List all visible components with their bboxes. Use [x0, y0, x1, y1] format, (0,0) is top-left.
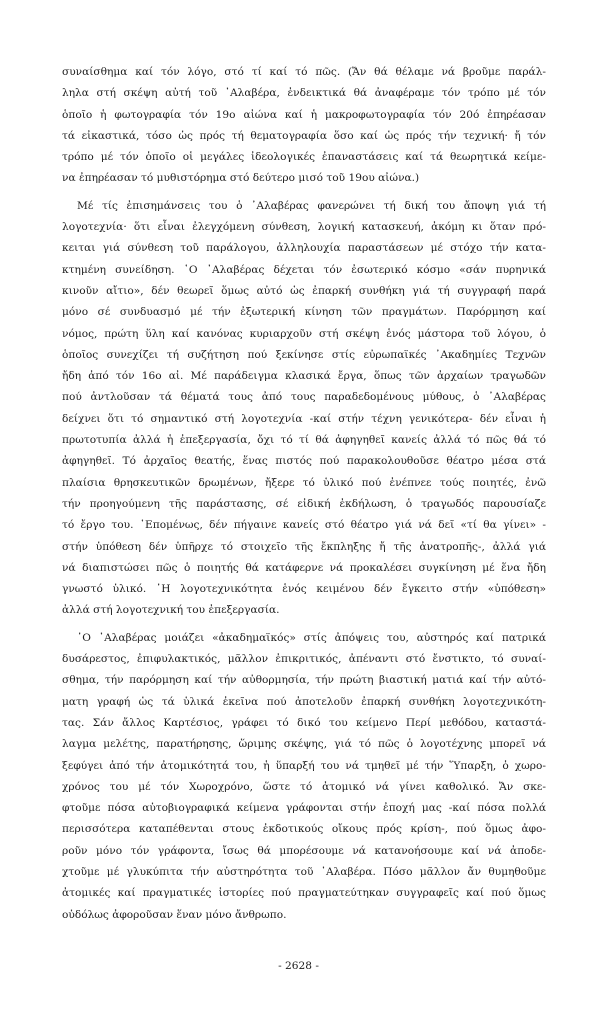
text-line: φτοῦμε πόσα αὐτοβιογραφικά κείμενα γράφονται στήν ἐποχή μας -καί πόσα πολλά — [62, 802, 546, 815]
text-line: τήν προηγούμενη τῆς παράστασης, σέ εἰδική ἐκδήλωση, ὁ τραγωδός παρουσίαζε — [62, 497, 546, 510]
text-line: πρωτοτυπία ἀλλά ἡ ἐπεξεργασία, ὄχι τό τί θά ἀφηγηθεῖ κανείς ἀλλά τό πῶς θά τό — [62, 434, 546, 447]
text-line: ὁποῖος συνεχίζει τή συζήτηση πού ξεκίνησε στίς εὐρωπαϊκές ᾿Ακαδημίες Τεχνῶν — [62, 348, 546, 361]
text-line: ῾Ο ᾿Αλαβέρας μοιάζει «ἀκαδημαϊκός» στίς ἀπόψεις του, αὐστηρός καί πατρικά — [77, 631, 546, 644]
text-line: νά διαπιστώσει πῶς ὁ ποιητής θά κατάφερνε νά προκαλέσει συγκίνηση μέ ἕνα ἤδη — [62, 561, 546, 574]
text-line: ματη γραφή ὡς τά ὑλικά ἐκεῖνα πού ἀποτελοῦν ἐπαρκή συνθήκη λογοτεχνικότη- — [62, 695, 546, 708]
paragraph-1 — [62, 62, 546, 190]
paragraph-3 — [62, 628, 546, 926]
text-line: να ἐπηρέασαν τό μυθιστόρημα στό δεύτερο μισό τοῦ 19ου αἰώνα.) — [62, 172, 420, 185]
text-line: ξεφύγει ἀπό τήν ἀτομικότητά του, ἡ ὕπαρξή του νά τμηθεῖ μέ τήν Ὕπαρξη, ὁ χωρο- — [62, 759, 546, 772]
text-line: περισσότερα καταπέθενται στους ἐκδοτικούς οἴκους πρός κρίση-, πού ὅμως ἀφο- — [62, 823, 546, 836]
text-line: νόμος, πρώτη ὕλη καί κανόνας κυριαρχοῦν στή σκέψη ἑνός μάστορα τοῦ λόγου, ὁ — [62, 327, 546, 340]
text-line: Μέ τίς ἐπισημάνσεις του ὁ ᾿Αλαβέρας φανερώνει τή δική του ἄποψη γιά τή — [77, 199, 546, 212]
page-number: - 2628 - — [278, 960, 319, 972]
text-line: ἀφηγηθεῖ. Τό ἀρχαῖος θεατής, ἕνας πιστός πού παρακολουθοῦσε θέατρο μέσα στά — [62, 455, 546, 468]
text-line: συναίσθημα καί τόν λόγο, στό τί καί τό πῶς. (Ἄν θά θέλαμε νά βροῦμε παράλ- — [62, 66, 546, 78]
text-line: λαγμα μελέτης, παρατήρησης, ὥριμης σκέψης, γιά τό πῶς ὁ λογοτέχνης μπορεῖ νά — [62, 738, 546, 751]
text-line: ὁποῖο ἡ φωτογραφία τόν 19ο αἰώνα καί ἡ μακροφωτογραφία τόν 20ό ἐπηρέασαν — [62, 108, 546, 121]
text-line: δυσάρεστος, ἐπιφυλακτικός, μᾶλλον ἐπικριτικός, ἀπέναντι στό ἔνστικτο, τό συναί- — [62, 653, 546, 666]
text-line: χτοῦμε μέ γλυκύπιτα τήν αὐστηρότητα τοῦ ᾿Αλαβέρα. Πόσο μᾶλλον ἄν θυμηθοῦμε — [62, 865, 546, 878]
text-line: τας. Σάν ἄλλος Καρτέσιος, γράφει τό δικό του κείμενο Περί μεθόδου, καταστά- — [62, 716, 546, 729]
text-line: κτημένη συνείδηση. ῾Ο ᾿Αλαβέρας δέχεται τόν ἐσωτερικό κόσμο «σάν πυρηνικά — [62, 263, 546, 276]
text-line: οὐδόλως ἀφοροῦσαν ἕναν μόνο ἄνθρωπο. — [62, 908, 287, 921]
text-line: σθημα, τήν παρόρμηση καί τήν αὐθορμησία, τήν πρώτη βιαστική ματιά καί τήν αὐτό- — [62, 674, 546, 687]
text-line: κειται γιά σύνθεση τοῦ παράλογου, ἀλληλουχία παραστάσεων μέ στόχο τήν κατα- — [62, 242, 546, 255]
text-line: ροῦν μόνο τόν γράφοντα, ἴσως θά μπορέσουμε νά κατανοήσουμε καί νά ἀποδε- — [62, 844, 546, 857]
text-line: τρόπο μέ τόν ὁποῖο οἱ μεγάλες ἰδεολογικές ἐπαναστάσεις καί τά θεωρητικά κείμε- — [62, 151, 546, 164]
text-line: τό ἔργο του. ῾Επομένως, δέν πήγαινε κανείς στό θέατρο γιά νά δεῖ «τί θα γίνει» - — [62, 519, 546, 532]
text-line: πλαίσια θρησκευτικῶν δρωμένων, ἤξερε τό ὑλικό πού ἐνέπνεε τούς ποιητές, ἐνῶ — [62, 476, 546, 489]
text-line: ἤδη ἀπό τόν 16ο αἰ. Μέ παράδειγμα κλασικά ἔργα, ὅπως τῶν ἀρχαίων τραγωδῶν — [62, 370, 546, 383]
text-line: τά εἰκαστικά, τόσο ὡς πρός τή θεματογραφία ὅσο καί ὡς πρός τήν τεχνική· ἤ τόν — [62, 129, 546, 142]
text-line: ἀτομικές καί πραγματικές ἱστορίες πού πραγματεύτηκαν συγγραφεῖς καί πού ὅμως — [62, 887, 546, 900]
paragraph-2 — [62, 196, 546, 622]
text-line: λογοτεχνία· ὅτι εἶναι ἐλεγχόμενη σύνθεση, λογική κατασκευή, ἀκόμη κι ὅταν πρό- — [62, 221, 546, 234]
text-line: χρόνος του μέ τόν Χωροχρόνο, ὥστε τό ἀτομικό νά γίνει καθολικό. Ἄν σκε- — [62, 780, 546, 793]
text-line: γνωστό ὑλικό. ῾Η λογοτεχνικότητα ἑνός κειμένου δέν ἔγκειτο στήν «ὑπόθεση» — [62, 583, 546, 596]
text-line: μόνο σέ συνδυασμό μέ τήν ἐξωτερική κίνηση τῶν πραγμάτων. Παρόρμηση καί — [62, 306, 546, 319]
text-line: κινοῦν αἴτιο», δέν θεωρεῖ ὅμως αὐτό ὡς ἐπαρκή συνθήκη γιά τή συγγραφή παρά — [62, 284, 546, 297]
text-line: ληλα στή σκέψη αὐτή τοῦ ᾿Αλαβέρα, ἐνδεικτικά θά ἀναφέραμε τόν τρόπο μέ τόν — [62, 87, 546, 100]
text-line: πού ἀντλοῦσαν τά θέματά τους ἀπό τους παραδεδομένους μύθους, ὁ ᾿Αλαβέρας — [62, 391, 546, 404]
text-line: ἀλλά στή λογοτεχνική του ἐπεξεργασία. — [62, 604, 280, 617]
page-body — [62, 62, 546, 926]
text-line: στήν ὑπόθεση δέν ὑπῆρχε τό στοιχεῖο τῆς ἔκπληξης ἤ τῆς ἀνατροπῆς-, ἀλλά γιά — [62, 540, 546, 553]
text-line: δείχνει ὅτι τό σημαντικό στή λογοτεχνία -καί στήν τέχνη γενικότερα- δέν εἶναι ἡ — [62, 412, 546, 425]
